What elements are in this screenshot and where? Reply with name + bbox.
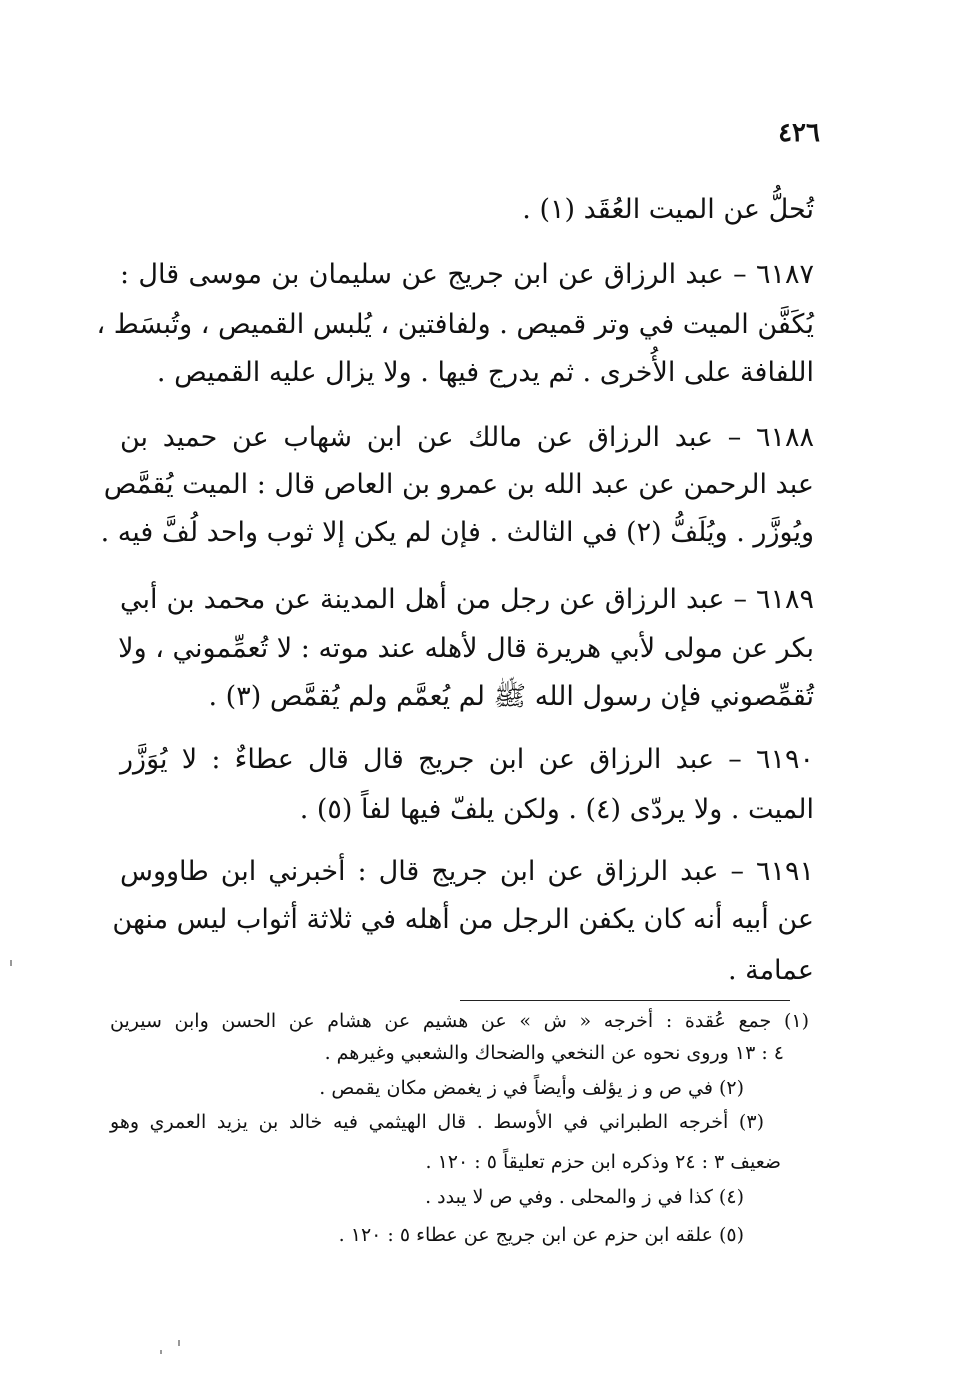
hadith-6191-line-1: ٦١٩١ – عبد الرزاق عن ابن جريج قال : أخبرني ابن طاووس xyxy=(120,856,815,887)
scan-speck xyxy=(10,960,12,966)
hadith-6188-line-1: ٦١٨٨ – عبد الرزاق عن مالك عن ابن شهاب عن حميد بن xyxy=(120,422,814,453)
page-number: ٤٢٦ xyxy=(778,118,820,148)
footnote-separator xyxy=(460,1000,790,1001)
hadith-6191-line-3: عمامة . xyxy=(727,955,814,986)
hadith-6187-line-1: ٦١٨٧ – عبد الرزاق عن ابن جريج عن سليمان بن موسى قال : xyxy=(120,259,814,290)
footnote-4: (٤) كذا في ز والمحلى . وفي ص لا يبدد . xyxy=(425,1186,744,1208)
hadith-6188-line-3: ويُوزَّر . ويُلَفُّ (٢) في الثالث . فإن لم يكن إلا ثوب واحد لُفَّ فيه . xyxy=(100,517,814,548)
hadith-6191-line-2: عن أبيه أنه كان يكفن الرجل من أهله في ثلاثة أثواب ليس منهن xyxy=(112,904,814,935)
hadith-6189-line-2: بكر عن مولى لأبي هريرة قال لأهله عند موته : لا تُعمِّموني ، ولا xyxy=(118,633,814,664)
scan-speck xyxy=(160,1350,162,1354)
footnote-3-line-1: (٣) أخرجه الطبراني في الأوسط . قال الهيثمي فيه خالد بن يزيد العمري وهو xyxy=(110,1111,764,1133)
footnote-1-line-1: (١) جمع عُقدة : أخرجه « ش » عن هشيم عن هشام عن الحسن وابن سيرين xyxy=(110,1010,809,1032)
footnote-3-line-2: ضعيف ٣ : ٢٤ وذكره ابن حزم تعليقاً ٥ : ١٢٠ . xyxy=(425,1151,781,1173)
footnote-1-line-2: ٤ : ١٣ وروى نحوه عن النخعي والضحاك والشعبي وغيرهم . xyxy=(324,1042,784,1064)
hadith-6190-line-1: ٦١٩٠ – عبد الرزاق عن ابن جريج قال قال عطاءٌ : لا يُوَزَّر xyxy=(120,744,814,775)
intro-line: تُحلُّ عن الميت العُقَد (١) . xyxy=(522,194,814,225)
footnote-2: (٢) في ص و ز يؤلف وأيضاً في ز يغمض مكان يقمص . xyxy=(319,1077,744,1099)
hadith-6187-line-2: يُكَفَّن الميت في وتر قميص . ولفافتين ، يُلبس القميص ، وتُبسَط ، xyxy=(96,309,814,340)
scan-speck xyxy=(178,1340,180,1346)
hadith-6187-line-3: اللفافة على الأُخرى . ثم يدرج فيها . ولا يزال عليه القميص . xyxy=(156,357,814,388)
hadith-6190-line-2: الميت . ولا يردّى (٤) . ولكن يلفّ فيها لفاً (٥) . xyxy=(299,794,814,825)
hadith-6188-line-2: عبد الرحمن عن عبد الله بن عمرو بن العاص قال : الميت يُقمَّص xyxy=(103,469,814,500)
hadith-6189-line-3: تُقمِّصوني فإن رسول الله ﷺ لم يُعمَّم ولم يُقمَّص (٣) . xyxy=(208,681,814,712)
footnote-5: (٥) علقه ابن حزم عن ابن جريج عن عطاء ٥ : ١٢٠ . xyxy=(338,1224,744,1246)
hadith-6189-line-1: ٦١٨٩ – عبد الرزاق عن رجل من أهل المدينة عن محمد بن أبي xyxy=(120,584,814,615)
